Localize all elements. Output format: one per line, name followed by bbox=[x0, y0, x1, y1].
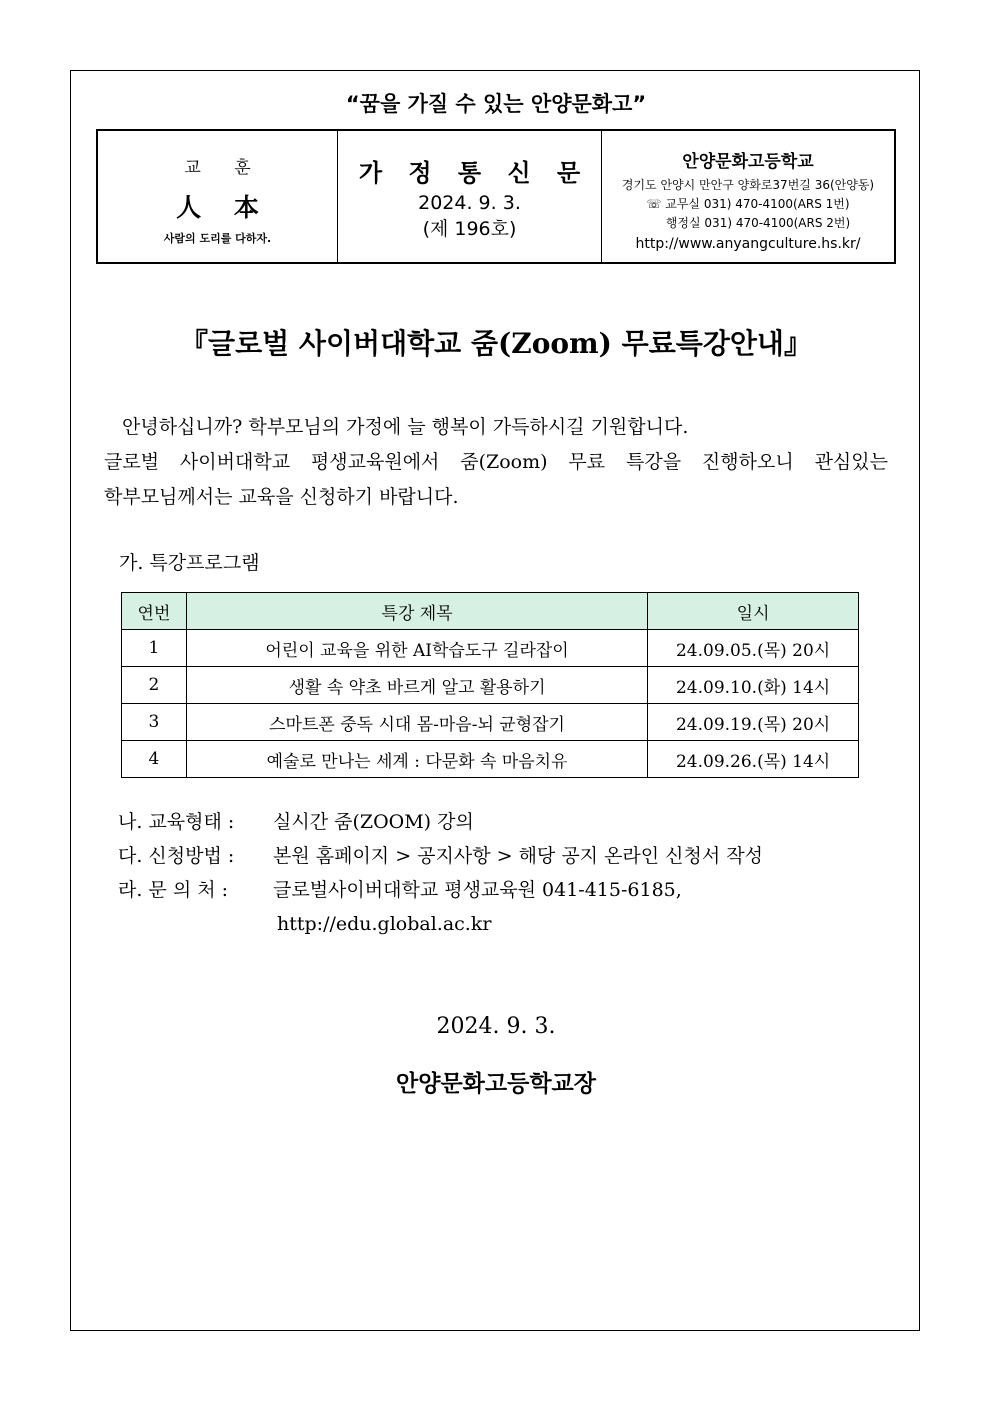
col-header-title: 특강 제목 bbox=[186, 593, 647, 630]
cell-number: 3 bbox=[122, 704, 187, 741]
details-list bbox=[118, 805, 763, 941]
detail-format-label: 나. 교육형태 : bbox=[118, 811, 235, 833]
motto-label: 교 훈 bbox=[184, 158, 265, 178]
section-program-heading: 가. 특강프로그램 bbox=[119, 552, 260, 574]
detail-contact-url[interactable]: http://edu.global.ac.kr bbox=[277, 913, 492, 935]
cell-number: 2 bbox=[122, 667, 187, 704]
detail-contact bbox=[118, 873, 763, 907]
detail-format bbox=[118, 805, 763, 839]
cell-number: 1 bbox=[122, 630, 187, 667]
cell-datetime: 24.09.19.(목) 20시 bbox=[648, 704, 859, 741]
school-name: 안양문화고등학교 bbox=[682, 152, 814, 172]
body-line-2: 글로벌 사이버대학교 평생교육원에서 줌(Zoom) 무료 특강을 진행하오니 관심있는 bbox=[104, 451, 888, 473]
col-header-number: 연번 bbox=[122, 593, 187, 630]
newsletter-issue: (제 196호) bbox=[422, 218, 517, 240]
cell-datetime: 24.09.10.(화) 14시 bbox=[648, 667, 859, 704]
principal-signature: 안양문화고등학교장 bbox=[396, 1070, 596, 1097]
body-line-3: 학부모님께서는 교육을 신청하기 바랍니다. bbox=[104, 486, 459, 508]
detail-format-value: 실시간 줌(ZOOM) 강의 bbox=[273, 811, 474, 833]
school-motto: “꿈을 가질 수 있는 안양문화고” bbox=[345, 92, 647, 116]
table-row bbox=[122, 704, 859, 741]
phone-office: ☏ 교무실 031) 470-4100(ARS 1번) bbox=[646, 197, 850, 211]
table-row bbox=[122, 741, 859, 778]
table-row bbox=[122, 630, 859, 667]
newsletter-date: 2024. 9. 3. bbox=[418, 192, 521, 214]
cell-datetime: 24.09.26.(목) 14시 bbox=[648, 741, 859, 778]
motto-sub: 사람의 도리를 다하자. bbox=[163, 232, 272, 245]
newsletter-header bbox=[96, 129, 896, 264]
detail-apply-label: 다. 신청방법 : bbox=[118, 845, 235, 867]
body-line-1: 안녕하십니까? 학부모님의 가정에 늘 행복이 가득하시길 기원합니다. bbox=[122, 416, 689, 438]
program-table bbox=[121, 592, 859, 778]
table-row bbox=[122, 667, 859, 704]
cell-title: 스마트폰 중독 시대 몸-마음-뇌 균형잡기 bbox=[186, 704, 647, 741]
col-header-datetime: 일시 bbox=[648, 593, 859, 630]
motto-cell bbox=[98, 131, 338, 262]
detail-contact-label: 라. 문 의 처 : bbox=[118, 879, 229, 901]
document-title: 『글로벌 사이버대학교 줌(Zoom) 무료특강안내』 bbox=[180, 327, 812, 360]
cell-title: 어린이 교육을 위한 AI학습도구 길라잡이 bbox=[186, 630, 647, 667]
cell-title: 생활 속 약초 바르게 알고 활용하기 bbox=[186, 667, 647, 704]
newsletter-title: 가 정 통 신 문 bbox=[358, 159, 590, 187]
school-address: 경기도 안양시 만안구 양화로37번길 36(안양동) bbox=[621, 178, 875, 192]
detail-apply bbox=[118, 839, 763, 873]
table-header-row bbox=[122, 593, 859, 630]
school-info-cell bbox=[602, 131, 894, 262]
cell-datetime: 24.09.05.(목) 20시 bbox=[648, 630, 859, 667]
motto-main: 人 本 bbox=[176, 193, 271, 222]
detail-contact-value: 글로벌사이버대학교 평생교육원 041-415-6185, bbox=[273, 879, 682, 901]
detail-apply-value: 본원 홈페이지 > 공지사항 > 해당 공지 온라인 신청서 작성 bbox=[273, 845, 763, 867]
phone-admin: 행정실 031) 470-4100(ARS 2번) bbox=[665, 216, 851, 230]
cell-title: 예술로 만나는 세계 : 다문화 속 마음치유 bbox=[186, 741, 647, 778]
footer-date: 2024. 9. 3. bbox=[436, 1014, 556, 1039]
school-website[interactable]: http://www.anyangculture.hs.kr/ bbox=[635, 236, 861, 252]
cell-number: 4 bbox=[122, 741, 187, 778]
newsletter-cell bbox=[338, 131, 602, 262]
